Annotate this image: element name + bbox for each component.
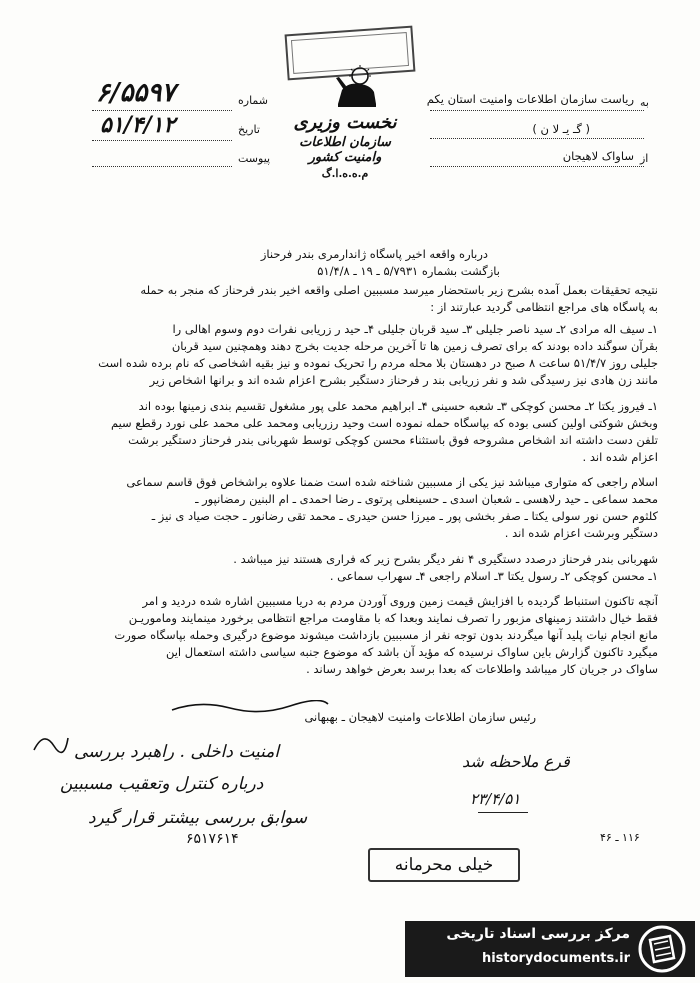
handwritten-main-2: درباره کنترل وتعقیب مسببین [60, 774, 264, 794]
body-line: تلفن دست داشته اند اشخاص مشروحه فوق باستثناء محسن کوچکی توسط شهربانی بندر فرحناز دستگیر برشت [128, 433, 658, 447]
body-line: ۱ـ محسن کوچکی ۲ـ رسول یکتا ۳ـ اسلام راجعی ۴ـ سهراب سماعی . [329, 569, 658, 583]
classification-stamp [368, 848, 520, 882]
from-prefix: از [640, 152, 649, 165]
handwritten-note-left: قرع ملاحظه شد [462, 752, 570, 771]
handwritten-main-1: امنیت داخلی . راهبرد بررسی [74, 742, 280, 762]
body-line: مانع انجام نیات پلید آنها میگردند بدون توجه نفر از مسببین بازداشت میشوند موضوع درگیری وحمله بپاسگاه صورت [114, 628, 658, 642]
body-line: نتیجه تحقیقات بعمل آمده بشرح زیر باستحضار میرسد مسببین اصلی واقعه اخیر بندر فرحناز که منجر به حمله [140, 283, 658, 297]
handwritten-date: ۲۳/۴/۵۱ [470, 790, 521, 808]
to-prefix: به [640, 96, 649, 109]
body-line: کلثوم حسن نور سولی یکتا ـ صفر بخشی پور ـ میرزا حسن حیدری ـ محمد تقی رضانور ـ حجت صیاد ی نیز ـ [151, 509, 658, 523]
from-sender: ساواک لاهیجان [562, 149, 634, 163]
document-code: ۱۱۶ ـ ۴۶ [600, 831, 640, 844]
subject-line-1: درباره واقعه اخیر پاسگاه ژاندارمری بندر فرحناز [260, 247, 488, 261]
handwritten-flourish-icon [30, 728, 70, 758]
body-line: شهربانی بندر فرحناز درصدد دستگیری ۴ نفر دیگر بشرح زیر که فراری هستند نیز میباشد . [233, 552, 658, 566]
attachment-label: پیوست [238, 152, 271, 165]
body-line: ۱ـ سیف اله مرادی ۲ـ سید ناصر جلیلی ۳ـ سید قربان جلیلی ۴ـ حید ر زریابی نفرات دوم وسوم اهالی را [172, 322, 658, 336]
body-line: بقرآن سوگند داده بودند که برای تصرف زمین ها تا آخرین مرحله جدیت بخرج دهند وهمچنین سید قربان [171, 339, 658, 353]
ministry-name: نخست وزیری [293, 112, 397, 133]
body-line: اعزام شده اند . [582, 450, 658, 464]
watermark-url: historydocuments.ir [481, 951, 630, 966]
body-line: آنچه تاکنون استنباط گردیده با افزایش قیمت زمین وروی آوردن مردم به دریا مسببین اشاره شده دردید و امر [142, 594, 658, 608]
signature-title: رئیس سازمان اطلاعات وامنیت لاهیجان ـ بهبهانی [304, 710, 536, 724]
signature-scribble-icon [170, 700, 330, 714]
classification-stamp-text: خیلی محرمانه [394, 855, 494, 875]
to-recipient: ریاست سازمان اطلاعات وامنیت استان یکم [426, 92, 634, 106]
to-province: ( گـ یـ لا ن ) [532, 122, 590, 136]
body-line: وبخش شوکتی اولین کسی بوده که بپاسگاه حمله نموده است وحید رزریابی ومحمد علی محمد علی نورد رقطع سیم [110, 416, 658, 430]
body-line: به پاسگاه های مراجع انتظامی گردید عبارتند از : [430, 300, 658, 314]
number-value: ۶/۵۵۹۷ [96, 78, 176, 108]
number-label: شماره [238, 94, 269, 107]
subject-line-2: بازگشت بشماره ۵/۷۹۳۱ ـ ۱۹ ـ ۵۱/۴/۸ [317, 264, 500, 278]
handwritten-main-3: سوابق بررسی بیشتر قرار گیرد [88, 808, 308, 828]
ministry-heading [280, 112, 410, 180]
archive-number: ۶۵۱۷۶۱۴ [186, 831, 239, 847]
body-line: میگیرد تاکنون گزارش باین ساواک نرسیده که مؤید آن باشد که موضوع جنبه سیاسی داشته استعمال این [165, 645, 658, 659]
watermark-title: مرکز بررسی اسناد تاریخی [446, 926, 630, 942]
date-value: ۵۱/۴/۱۲ [100, 112, 176, 138]
organization-code: م.ه.ه.ا.گ [321, 167, 369, 180]
archive-logo-icon [636, 924, 688, 974]
lion-and-sun-emblem-icon [330, 64, 384, 110]
body-line: فقط خیال داشتند زمینهای مزبور را تصرف نمایند وبعدا که با مقاومت مراجع انتظامی برخورد مینمایند وماموریـن [128, 611, 658, 625]
body-line: ساواک در جریان کار میباشد واطلاعات که بعدا برسد بعرض خواهد رساند . [306, 662, 658, 676]
body-line: مانند زن هادی نیز رسیدگی شد و نفر زریابی بند ر فرحناز دستگیر بشرح اعزام شده اند و برانها اشخاص زیر [149, 373, 658, 387]
organization-name: سازمان اطلاعات وامنیت کشور [299, 135, 391, 165]
body-line: دستگیر وبرشت اعزام شده اند . [504, 526, 658, 540]
body-line: جلیلی روز ۵۱/۴/۷ ساعت ۸ صبح در دهستان بلا محله مردم را تحریک نموده و نیز بقیه اشخاصی که نام برده شده است [98, 356, 658, 370]
body-line: ۱ـ فیروز یکتا ۲ـ محسن کوچکی ۳ـ شعبه حسینی ۴ـ ابراهیم محمد علی پور مشغول تقسیم بندی زمینها بوده اند [138, 399, 658, 413]
body-line: اسلام راجعی که متواری میباشد نیز یکی از مسببین شناخته شده است ضمنا علاوه براشخاص فوق قاسم سماعی [126, 475, 658, 489]
body-line: محمد سماعی ـ حید رلاهسی ـ شعبان اسدی ـ حسینعلی پرتوی ـ رضا احمدی ـ ام البنین رمضانپور ـ [195, 492, 658, 506]
date-label: تاریخ [238, 123, 260, 136]
